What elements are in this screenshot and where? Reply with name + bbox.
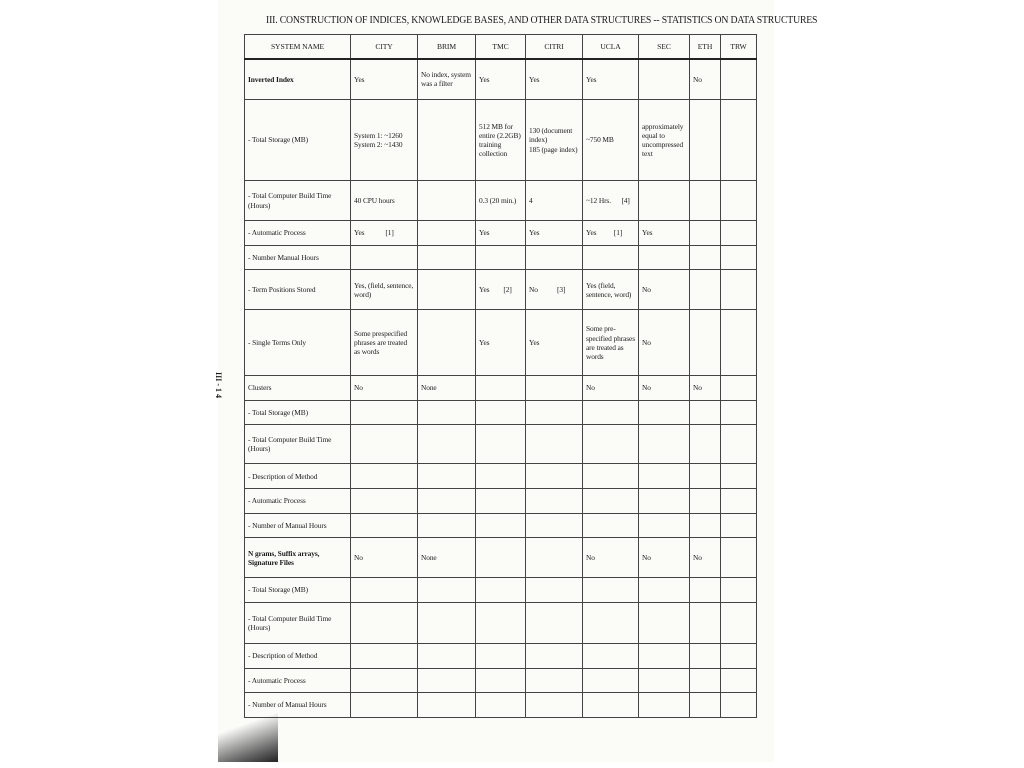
table-cell xyxy=(476,578,526,603)
table-cell: No xyxy=(639,310,690,376)
table-cell xyxy=(690,693,721,718)
table-cell xyxy=(690,181,721,221)
table-cell xyxy=(690,221,721,246)
table-cell xyxy=(690,270,721,310)
table-cell xyxy=(639,693,690,718)
row-label: - Automatic Process xyxy=(245,489,351,514)
table-cell xyxy=(418,100,476,181)
table-cell xyxy=(721,310,757,376)
table-cell: No xyxy=(583,376,639,401)
table-cell xyxy=(721,400,757,425)
table-cell: Yes xyxy=(526,310,583,376)
table-cell: Yes xyxy=(639,221,690,246)
table-cell: System 1: ~1260 System 2: ~1430 xyxy=(351,100,418,181)
table-cell xyxy=(418,464,476,489)
table-cell xyxy=(721,270,757,310)
table-row xyxy=(245,668,757,693)
table-cell xyxy=(351,602,418,643)
table-cell xyxy=(583,643,639,668)
table-cell xyxy=(418,643,476,668)
table-cell xyxy=(639,181,690,221)
table-cell xyxy=(418,245,476,270)
table-cell xyxy=(418,693,476,718)
table-cell xyxy=(690,464,721,489)
row-label: - Number Manual Hours xyxy=(245,245,351,270)
table-cell xyxy=(639,245,690,270)
table-cell xyxy=(721,578,757,603)
table-cell xyxy=(690,668,721,693)
table-cell xyxy=(690,100,721,181)
row-label: - Number of Manual Hours xyxy=(245,513,351,538)
table-cell: 40 CPU hours xyxy=(351,181,418,221)
column-header: TMC xyxy=(476,35,526,59)
table-cell xyxy=(583,425,639,464)
table-cell: Some prespecified phrases are treated as words xyxy=(351,310,418,376)
table-cell xyxy=(721,181,757,221)
table-cell: No [3] xyxy=(526,270,583,310)
table-cell xyxy=(476,602,526,643)
row-label: - Total Computer Build Time (Hours) xyxy=(245,425,351,464)
table-row xyxy=(245,400,757,425)
table-row xyxy=(245,221,757,246)
row-label: - Term Positions Stored xyxy=(245,270,351,310)
table-cell xyxy=(526,513,583,538)
table-cell: Yes [2] xyxy=(476,270,526,310)
table-cell xyxy=(690,513,721,538)
column-header: ETH xyxy=(690,35,721,59)
table-cell xyxy=(418,513,476,538)
table-cell xyxy=(351,643,418,668)
table-cell xyxy=(721,464,757,489)
table-cell xyxy=(639,668,690,693)
table-cell xyxy=(418,489,476,514)
table-cell xyxy=(583,245,639,270)
table-cell xyxy=(690,400,721,425)
table-cell: No xyxy=(351,376,418,401)
table-cell xyxy=(351,245,418,270)
table-cell: ~750 MB xyxy=(583,100,639,181)
table-row xyxy=(245,489,757,514)
table-cell xyxy=(721,489,757,514)
table-cell: 130 (document index) 185 (page index) xyxy=(526,100,583,181)
table-header-row xyxy=(245,35,757,59)
table-cell: No xyxy=(639,538,690,578)
table-cell: Yes xyxy=(476,310,526,376)
table-row xyxy=(245,270,757,310)
table-cell xyxy=(418,425,476,464)
table-cell xyxy=(583,464,639,489)
table-row xyxy=(245,538,757,578)
table-row xyxy=(245,310,757,376)
table-cell: No xyxy=(351,538,418,578)
table-cell: Yes xyxy=(476,59,526,100)
table-cell xyxy=(583,668,639,693)
table-row xyxy=(245,245,757,270)
row-label: - Total Computer Build Time (Hours) xyxy=(245,181,351,221)
table-cell xyxy=(476,513,526,538)
table-cell xyxy=(639,59,690,100)
table-cell xyxy=(476,245,526,270)
table-cell xyxy=(690,489,721,514)
table-cell xyxy=(351,464,418,489)
table-cell: 0.3 (20 min.) xyxy=(476,181,526,221)
row-label: - Total Storage (MB) xyxy=(245,100,351,181)
table-cell xyxy=(476,693,526,718)
table-cell: No index, system was a filter xyxy=(418,59,476,100)
statistics-table xyxy=(244,34,757,718)
page-number: III - 1 4 xyxy=(214,372,223,399)
table-cell xyxy=(476,489,526,514)
table-cell xyxy=(418,221,476,246)
table-cell xyxy=(476,668,526,693)
row-label: - Description of Method xyxy=(245,643,351,668)
table-cell: None xyxy=(418,538,476,578)
table-cell: Yes xyxy=(476,221,526,246)
table-cell xyxy=(639,513,690,538)
table-cell xyxy=(721,376,757,401)
table-cell xyxy=(476,643,526,668)
table-cell xyxy=(583,489,639,514)
column-header: CITRI xyxy=(526,35,583,59)
table-cell xyxy=(351,489,418,514)
table-cell xyxy=(690,578,721,603)
table-cell xyxy=(526,643,583,668)
column-header: TRW xyxy=(721,35,757,59)
column-header: SYSTEM NAME xyxy=(245,35,351,59)
table-cell xyxy=(526,400,583,425)
table-cell xyxy=(418,400,476,425)
table-cell xyxy=(583,693,639,718)
table-cell xyxy=(418,602,476,643)
table-cell xyxy=(721,221,757,246)
scan-shadow xyxy=(218,712,278,762)
table-cell xyxy=(690,425,721,464)
column-header: SEC xyxy=(639,35,690,59)
column-header: CITY xyxy=(351,35,418,59)
row-label: Inverted Index xyxy=(245,59,351,100)
table-cell xyxy=(418,270,476,310)
table-cell xyxy=(476,425,526,464)
table-cell xyxy=(639,578,690,603)
page-title: III. CONSTRUCTION OF INDICES, KNOWLEDGE BASES, AND OTHER DATA STRUCTURES -- STATISTICS ON DATA STRUCTURES xyxy=(266,15,818,26)
table-cell: No xyxy=(583,538,639,578)
table-row xyxy=(245,643,757,668)
table-cell xyxy=(583,578,639,603)
table-cell xyxy=(351,400,418,425)
table-cell xyxy=(690,643,721,668)
table-cell xyxy=(583,400,639,425)
table-cell xyxy=(526,464,583,489)
table-cell xyxy=(526,538,583,578)
table-cell: No xyxy=(690,538,721,578)
table-cell xyxy=(351,668,418,693)
table-cell xyxy=(476,376,526,401)
table-cell xyxy=(639,464,690,489)
table-cell: approximately equal to uncompressed text xyxy=(639,100,690,181)
table-cell xyxy=(721,643,757,668)
row-label: - Single Terms Only xyxy=(245,310,351,376)
table-row xyxy=(245,376,757,401)
table-cell: Some pre-specified phrases are treated as words xyxy=(583,310,639,376)
table-cell xyxy=(526,693,583,718)
table-cell xyxy=(476,538,526,578)
table-cell: Yes xyxy=(526,221,583,246)
table-row xyxy=(245,602,757,643)
table-cell xyxy=(721,425,757,464)
table-cell xyxy=(639,643,690,668)
table-cell xyxy=(526,245,583,270)
table-cell xyxy=(639,489,690,514)
table-cell xyxy=(583,602,639,643)
table-cell: 512 MB for entire (2.2GB) training collection xyxy=(476,100,526,181)
table-cell xyxy=(526,489,583,514)
row-label: - Number of Manual Hours xyxy=(245,693,351,718)
table-row xyxy=(245,181,757,221)
table-cell xyxy=(690,602,721,643)
table-cell: Yes xyxy=(583,59,639,100)
table-cell xyxy=(526,578,583,603)
table-cell: Yes xyxy=(526,59,583,100)
table-cell xyxy=(351,513,418,538)
table-cell: No xyxy=(639,376,690,401)
table-cell xyxy=(690,310,721,376)
table-cell: No xyxy=(639,270,690,310)
table-cell: Yes [1] xyxy=(351,221,418,246)
table-row xyxy=(245,425,757,464)
table-cell xyxy=(351,425,418,464)
table-cell xyxy=(721,602,757,643)
table-cell: Yes (field, sentence, word) xyxy=(583,270,639,310)
row-label: - Total Computer Build Time (Hours) xyxy=(245,602,351,643)
column-header: UCLA xyxy=(583,35,639,59)
table-cell: No xyxy=(690,59,721,100)
row-label: - Total Storage (MB) xyxy=(245,400,351,425)
table-cell xyxy=(351,578,418,603)
table-row xyxy=(245,464,757,489)
row-label: - Automatic Process xyxy=(245,668,351,693)
table-cell xyxy=(721,538,757,578)
table-cell xyxy=(690,245,721,270)
table-row xyxy=(245,693,757,718)
row-label: Clusters xyxy=(245,376,351,401)
table-cell xyxy=(721,693,757,718)
row-label: N grams, Suffix arrays, Signature Files xyxy=(245,538,351,578)
table-cell: Yes xyxy=(351,59,418,100)
row-label: - Description of Method xyxy=(245,464,351,489)
table-cell xyxy=(639,425,690,464)
table-cell: Yes [1] xyxy=(583,221,639,246)
table-cell xyxy=(639,400,690,425)
table-cell xyxy=(583,513,639,538)
table-cell xyxy=(526,425,583,464)
table-cell xyxy=(639,602,690,643)
table-cell: None xyxy=(418,376,476,401)
table-cell xyxy=(418,310,476,376)
table-cell: Yes, (field, sentence, word) xyxy=(351,270,418,310)
table-cell xyxy=(418,578,476,603)
column-header: BRIM xyxy=(418,35,476,59)
table-row xyxy=(245,100,757,181)
table-row xyxy=(245,59,757,100)
table-cell: 4 xyxy=(526,181,583,221)
table-row xyxy=(245,578,757,603)
table-cell xyxy=(351,693,418,718)
table-body xyxy=(245,59,757,718)
table-cell xyxy=(418,181,476,221)
table-cell xyxy=(526,668,583,693)
table-row xyxy=(245,513,757,538)
row-label: - Automatic Process xyxy=(245,221,351,246)
table-cell xyxy=(721,100,757,181)
table-cell xyxy=(476,400,526,425)
table-cell: ~12 Hrs. [4] xyxy=(583,181,639,221)
table-cell xyxy=(721,59,757,100)
table-cell: No xyxy=(690,376,721,401)
table-cell xyxy=(418,668,476,693)
table-cell xyxy=(721,668,757,693)
row-label: - Total Storage (MB) xyxy=(245,578,351,603)
table-cell xyxy=(476,464,526,489)
table-cell xyxy=(721,513,757,538)
table-cell xyxy=(721,245,757,270)
table-cell xyxy=(526,602,583,643)
table-cell xyxy=(526,376,583,401)
